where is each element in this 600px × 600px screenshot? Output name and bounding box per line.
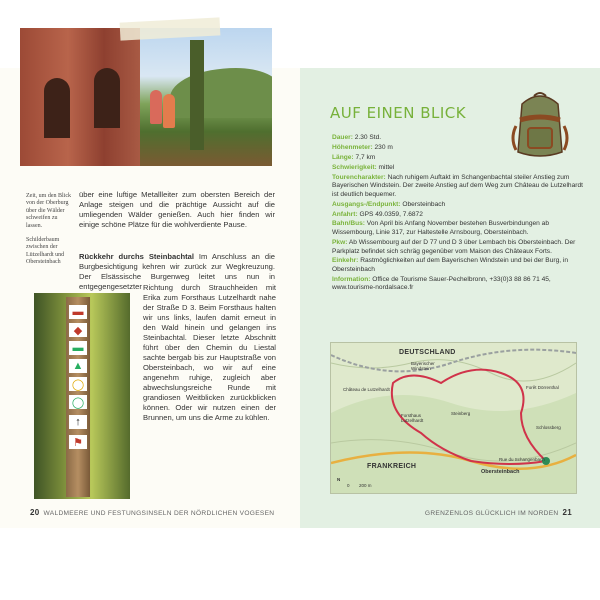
map-place-schangenbach: Rue du Schangenbach [499,457,545,462]
info-row: Tourencharakter: Nach ruhigem Auftakt im Schangenbachtal steiler Anstieg zum Bayerischen Windstein. Der zweite Anstieg auf dem Weg zum Château de Lutzelhardt ist deutlich bequemer. [332,173,583,198]
tree [190,40,204,150]
photo-captions [26,193,72,267]
route-map [330,342,577,494]
ruin-arch [94,68,120,128]
map-place-obersteinbach: Obersteinbach [481,469,520,475]
red-marker-icon: ⚑ [69,435,87,449]
yellow-ring-marker-icon: ◯ [69,377,87,391]
paragraph-1: über eine luftige Metallleiter zum obersten Bereich der Anlage steigen und die prächtige Aussicht auf die umliegenden Wälder genießen. Auch hier finden wir einige schöne Plätze für die wohlverdiente Pause. [79,190,275,229]
map-graphic [331,343,576,493]
tour-info-list [332,134,590,294]
black-arrow-marker-icon: ↑ [69,415,87,429]
info-row: Anfahrt: GPS 49.0359, 7.6872 [332,210,423,218]
info-row: Pkw: Ab Wissembourg auf der D 77 und D 3 über Lembach bis Obersteinbach. Der Parkplatz befindet sich schräg gegenüber vom Maison des Châteaux Forts. [332,238,576,255]
info-row: Schwierigkeit: mittel [332,163,395,171]
paragraph-3: Richtung durch Strauchheiden mit Erika zum Forsthaus Lutzelhardt nahe der Straße D 3. Beim Forsthaus halten wir uns links, laufen damit erneut in den Wald hinein und gelangen ins Steinbachtal. Dieser letzte Abschnitt führt über den Chemin du Liestal sachte bergab bis zur Hauptstraße von Obersteinbach, wo wir auf eine angenehm ruhige, zugleich aber abwechslungsreiche Runde mit grandiosen Weitblicken zurückblicken können. Oder wir nutzen einen der Brunnen, um uns die Arme zu kühlen. [143,283,276,422]
page-number: 21 [562,508,572,517]
green-bar-marker-icon: ▬ [69,341,87,355]
castle-ruin-photo [20,28,272,166]
green-triangle-marker-icon: ▲ [69,359,87,373]
info-row: Einkehr: Rastmöglichkeiten auf dem Bayerischen Windstein und bei der Burg, in Obersteinbach [332,257,569,273]
info-row: Ausgangs-/Endpunkt: Obersteinbach [332,200,446,208]
ruin-arch [44,78,70,138]
red-bar-marker-icon: ▬ [69,305,87,319]
signpost-photo [34,293,130,499]
map-label-germany: DEUTSCHLAND [399,349,456,356]
footer-right [425,508,576,517]
caption-castle: Zeit, um den Blick von der Oberburg über die Wälder schweifen zu lassen. [26,193,71,229]
map-scale-label: 200 m [359,483,372,488]
map-place-forsthaus: Forsthaus Lutzelhardt [401,413,424,423]
info-row: Bahn/Bus: Von April bis Anfang November bestehen Busverbindungen ab Wissembourg, Linie 317, zur Haltestelle Arnsbourg, Obersteinbach. [332,220,549,237]
info-row: Höhenmeter: 230 m [332,143,393,151]
running-title: WALDMEERE UND FESTUNGSINSELN DER NÖRDLICHEN VOGESEN [43,510,275,517]
forest-hill [170,68,272,118]
map-place-steinberg: Steinberg [451,411,471,416]
map-scale-zero: 0 [347,483,350,488]
info-row: Dauer: 2.30 Std. [332,134,382,141]
footer-left [26,508,274,517]
hiker [163,94,175,128]
map-label-france: FRANKREICH [367,463,417,470]
map-place-lutzelhardt: Château de Lutzelhardt [343,387,390,392]
running-title: GRENZENLOS GLÜCKLICH IM NORDEN [424,510,559,517]
map-place-windstein: Bayerischer Windstein [411,361,435,371]
info-row: Länge: 7,7 km [332,153,376,161]
info-row: Information: Office de Tourisme Sauer-Pechelbronn, +33(0)3 88 86 71 45, www.tourisme-nordalsace.fr [332,275,551,292]
page-number: 20 [30,508,40,517]
red-diamond-marker-icon: ◆ [69,323,87,337]
map-place-doerrenthal: Forêt Dörrenthal [526,385,559,390]
map-north-arrow-icon: N [337,477,341,482]
paragraph-2-text: Im Anschluss an die Burgbesichtigung kehren wir zurück zur Wegkreuzung. Der Elsässische Burgenweg leitet uns nun in entgegengesetzter [79,252,275,291]
green-ring-marker-icon: ◯ [69,395,87,409]
ruin-wall [20,28,140,166]
hiker [150,90,162,124]
map-place-schlossberg: Schlossberg [536,425,561,430]
section-heading: Rückkehr durchs Steinbachtal [79,252,194,261]
section-title: AUF EINEN BLICK [330,104,467,122]
caption-sign: Schilderbaum zwischen der Lützelhardt und Obersteinbach [26,237,65,266]
